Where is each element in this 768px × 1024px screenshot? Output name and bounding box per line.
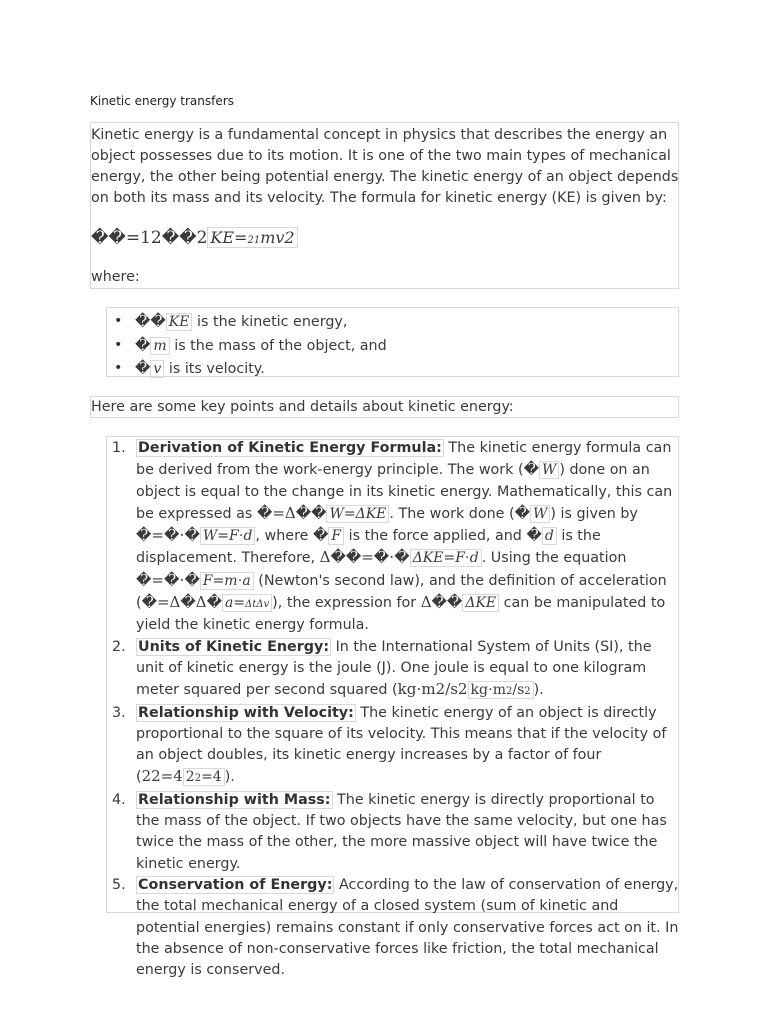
list-item: • �� KE is the kinetic energy,	[91, 310, 387, 334]
variables-list	[91, 310, 387, 381]
variables-section	[106, 307, 679, 377]
list-item: • � m is the mass of the object, and	[91, 334, 387, 358]
list-item: 5. Conservation of Energy: According to the law of conservation of energy, the total mechanical energy of a closed system (sum of kinetic and potential energies) remains constant if only conservative forces act on it. In the absence of non-conservative forces like friction, the total mechanical energy is conserved.	[112, 876, 679, 979]
key-point-heading: Derivation of Kinetic Energy Formula:	[138, 440, 442, 456]
intro-section	[90, 122, 679, 289]
key-points-list	[107, 438, 679, 981]
list-item: 2. Units of Kinetic Energy: In the International System of Units (SI), the unit of kinetic energy is the joule (J). One joule is equal to one kilogram meter squared per second squared (kg⋅m2/s2 kg⋅m2/s2 ).	[112, 638, 652, 699]
list-item: 3. Relationship with Velocity: The kinetic energy of an object is directly proportional to the square of its velocity. This means that if the velocity of an object doubles, its kinetic energy increases by a factor of four (22=4 22=4 ).	[112, 704, 667, 786]
ke-formula	[91, 228, 298, 248]
formula-garbled: ��=12��2	[91, 228, 208, 248]
key-point-heading: Relationship with Velocity:	[138, 704, 354, 721]
key-point-heading: Units of Kinetic Energy:	[138, 638, 330, 655]
key-point-heading: Relationship with Mass:	[138, 791, 331, 808]
list-item: 1. Derivation of Kinetic Energy Formula: The kinetic energy formula can be derived from the work-energy principle. The work (� W ) done on an object is equal to the change in its kinetic energy. Mathematically, this can be expressed as �=Δ�� W=ΔKE . The work done (� W ) is given by �=�⋅� W=F⋅d , where � F is the force applied, and � d is the displacement. Therefore, Δ��=�⋅� ΔKE=F⋅d . Using the equation �=�⋅� F=m⋅a (Newton's second law), and the definition of acceleration (�=Δ�Δ� a=ΔtΔv ), the expression for Δ�� ΔKE can be manipulated to yield the kinetic energy formula.	[112, 440, 673, 634]
list-item: • � v is its velocity.	[91, 357, 387, 381]
where-label: where:	[91, 269, 140, 285]
key-point-heading: Conservation of Energy:	[138, 876, 333, 893]
key-points-intro: Here are some key points and details about kinetic energy:	[90, 396, 679, 418]
formula-math: KE=21mv2	[207, 227, 297, 248]
document-title: Kinetic energy transfers	[90, 94, 234, 108]
key-points-section	[106, 436, 679, 979]
intro-paragraph: Kinetic energy is a fundamental concept in physics that describes the energy an object possesses due to its motion. It is one of the two main types of mechanical energy, the other being potential energy. The kinetic energy of an object depends on both its mass and its velocity. The formula for kinetic energy (KE) is given by:	[91, 127, 679, 206]
list-item: 4. Relationship with Mass: The kinetic energy is directly proportional to the mass of the object. If two objects have the same velocity, but one has twice the mass of the other, the more massive object will have twice the kinetic energy.	[112, 791, 667, 872]
